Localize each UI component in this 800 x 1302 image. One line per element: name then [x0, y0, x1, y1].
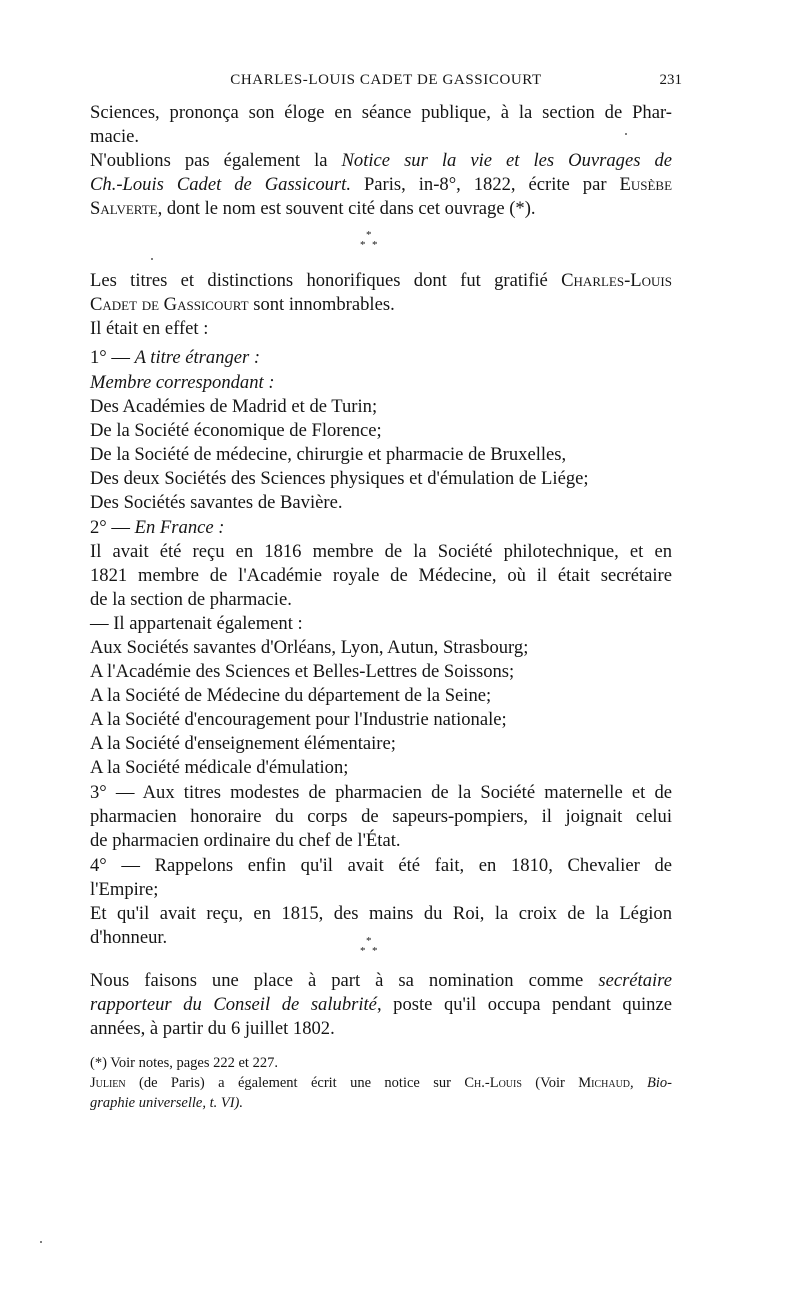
- text-line: Nous faisons une place à part à sa nomination comme secrétaire: [90, 970, 672, 991]
- list-item: Des Académies de Madrid et de Turin;: [90, 396, 378, 417]
- text-line: Il avait été reçu en 1816 membre de la Société philotechnique, et en: [90, 541, 672, 562]
- section-heading: 2° — En France :: [90, 517, 225, 538]
- text-line: d'honneur.: [90, 927, 168, 948]
- text-line: macie.: [90, 126, 140, 147]
- text-line: Cadet de Gassicourt sont innombrables.: [90, 294, 395, 315]
- list-item: A l'Académie des Sciences et Belles-Lettres de Soissons;: [90, 661, 515, 682]
- text-line: Les titres et distinctions honorifiques dont fut gratifié Charles-Louis: [90, 270, 672, 291]
- text-line: 1821 membre de l'Académie royale de Médecine, où il était secrétaire: [90, 565, 672, 586]
- text-line: N'oublions pas également la Notice sur la vie et les Ouvrages de: [90, 150, 672, 171]
- list-item: Aux Sociétés savantes d'Orléans, Lyon, Autun, Strasbourg;: [90, 637, 529, 658]
- text-line: Ch.-Louis Cadet de Gassicourt. Paris, in-8°, 1822, écrite par Eusèbe: [90, 174, 673, 195]
- footnote: (*) Voir notes, pages 222 et 227.: [90, 1055, 278, 1071]
- asterism-ornament: * * *: [360, 229, 378, 251]
- section-heading: 1° — A titre étranger :: [90, 347, 261, 368]
- text-line: Sciences, prononça son éloge en séance publique, à la section de Phar-: [90, 102, 672, 123]
- list-item: A la Société de Médecine du département de la Seine;: [90, 685, 492, 706]
- footnote: Julien (de Paris) a également écrit une notice sur Ch.-Louis (Voir Michaud, Bio-: [90, 1075, 672, 1091]
- section-subheading: Membre correspondant :: [90, 372, 275, 393]
- asterism-ornament: * * *: [360, 935, 378, 957]
- list-item: A la Société d'enseignement élémentaire;: [90, 733, 396, 754]
- paper-speck: [625, 133, 627, 135]
- list-item: A la Société d'encouragement pour l'Industrie nationale;: [90, 709, 507, 730]
- paper-speck: [151, 258, 153, 260]
- text-line: — Il appartenait également :: [90, 613, 303, 634]
- list-item: A la Société médicale d'émulation;: [90, 757, 349, 778]
- text-line: l'Empire;: [90, 879, 159, 900]
- text-line: 3° — Aux titres modestes de pharmacien de la Société maternelle et de: [90, 782, 672, 803]
- text-line: pharmacien honoraire du corps de sapeurs-pompiers, il joignait celui: [90, 806, 672, 827]
- page-number: 231: [659, 72, 682, 88]
- text-line: Il était en effet :: [90, 318, 209, 339]
- list-item: Des Sociétés savantes de Bavière.: [90, 492, 343, 513]
- text-line: 4° — Rappelons enfin qu'il avait été fait, en 1810, Chevalier de: [90, 855, 672, 876]
- footnote: graphie universelle, t. VI).: [90, 1095, 244, 1111]
- running-head: CHARLES-LOUIS CADET DE GASSICOURT: [230, 72, 542, 88]
- paper-speck: [40, 1241, 42, 1243]
- text-line: Et qu'il avait reçu, en 1815, des mains du Roi, la croix de la Légion: [90, 903, 672, 924]
- text-line: années, à partir du 6 juillet 1802.: [90, 1018, 335, 1039]
- list-item: Des deux Sociétés des Sciences physiques et d'émulation de Liége;: [90, 468, 589, 489]
- text-line: rapporteur du Conseil de salubrité, poste qu'il occupa pendant quinze: [90, 994, 672, 1015]
- list-item: De la Société économique de Florence;: [90, 420, 382, 441]
- text-line: de pharmacien ordinaire du chef de l'État.: [90, 830, 401, 851]
- list-item: De la Société de médecine, chirurgie et pharmacie de Bruxelles,: [90, 444, 567, 465]
- page-header: [90, 72, 682, 96]
- text-line: de la section de pharmacie.: [90, 589, 292, 610]
- text-line: Salverte, dont le nom est souvent cité dans cet ouvrage (*).: [90, 198, 536, 219]
